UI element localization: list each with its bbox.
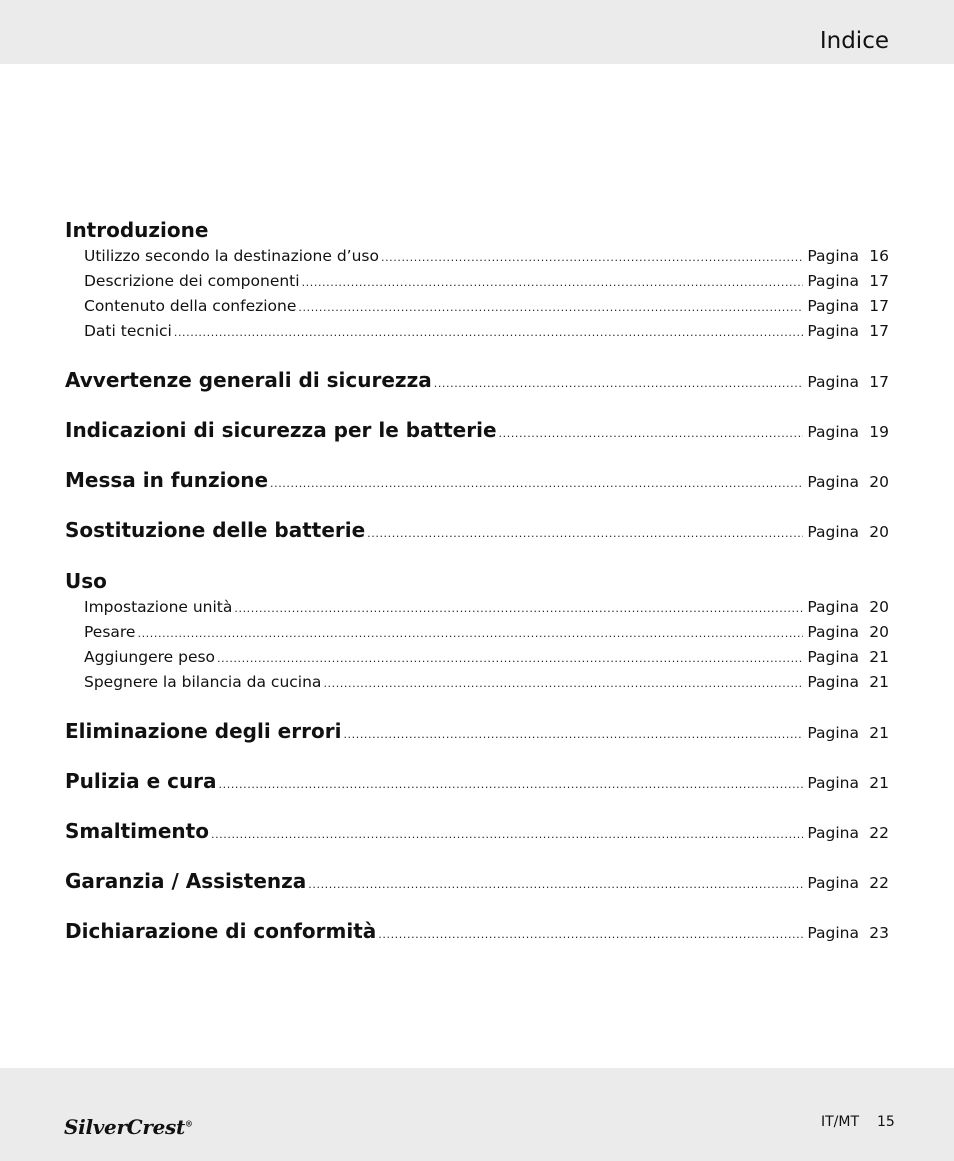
toc-entry-label: Utilizzo secondo la destinazione d’uso [84,247,379,265]
page-number: 23 [869,924,889,942]
dot-leader [174,326,804,339]
toc-entry[interactable] [84,623,889,641]
toc-entry-label: Aggiungere peso [84,648,216,666]
page-number: 21 [869,673,889,691]
toc-entry[interactable] [84,673,889,691]
toc-section-title: Indicazioni di sicurezza per le batterie [65,418,497,442]
dot-leader [378,928,803,941]
page-word: Pagina [807,724,859,742]
toc-heading-uso: Uso [65,569,107,593]
page-word: Pagina [807,373,859,391]
toc-section-batterie-sicurezza[interactable] [65,418,889,442]
toc-section-title: Dichiarazione di conformità [65,919,377,943]
dot-leader [270,477,803,490]
toc-entry[interactable] [84,648,889,666]
page-number: 16 [869,247,889,265]
dot-leader [302,276,804,289]
toc-section-avvertenze[interactable] [65,368,889,392]
page-number: 22 [869,824,889,842]
dot-leader [367,527,803,540]
toc-section-conformita[interactable] [65,919,889,943]
page-word: Pagina [807,247,859,265]
page-word: Pagina [807,824,859,842]
toc-section-title: Smaltimento [65,819,209,843]
header-band [0,0,954,64]
registered-mark: ® [184,1118,193,1129]
page-word: Pagina [807,322,859,340]
toc-section-title: Garanzia / Assistenza [65,869,307,893]
toc-heading-introduzione: Introduzione [65,218,209,242]
toc-section-title: Messa in funzione [65,468,269,492]
toc-section-title: Pulizia e cura [65,769,217,793]
toc-entry-label: Spegnere la bilancia da cucina [84,673,322,691]
toc-entry[interactable] [84,297,889,315]
toc-section-title: Eliminazione degli errori [65,719,342,743]
page-title: Indice [819,28,889,54]
toc-entry[interactable] [84,272,889,290]
toc-entry[interactable] [84,598,889,616]
dot-leader [434,377,804,390]
page-number: 21 [869,724,889,742]
dot-leader [219,778,804,791]
page-word: Pagina [807,297,859,315]
brand-name: SilverCrest [64,1115,185,1139]
page-word: Pagina [807,523,859,541]
page-number: 17 [869,322,889,340]
page-number: 22 [869,874,889,892]
brand-logo [64,1115,193,1139]
page-number: 20 [869,473,889,491]
footer-locale: IT/MT [821,1114,860,1130]
footer-page-number: 15 [877,1114,895,1130]
toc-entry-label: Descrizione dei componenti [84,272,300,290]
dot-leader [298,301,803,314]
page-number: 19 [869,423,889,441]
toc-entry[interactable] [84,247,889,265]
page-word: Pagina [807,623,859,641]
page-word: Pagina [807,473,859,491]
dot-leader [308,878,803,891]
dot-leader [211,828,803,841]
page-number: 17 [869,373,889,391]
dot-leader [343,728,803,741]
page-word: Pagina [807,673,859,691]
toc-section-messa-in-funzione[interactable] [65,468,889,492]
toc-section-smaltimento[interactable] [65,819,889,843]
page-number: 17 [869,297,889,315]
toc-section-title: Sostituzione delle batterie [65,518,366,542]
page-word: Pagina [807,874,859,892]
page-number: 20 [869,523,889,541]
page-number: 20 [869,598,889,616]
toc-section-pulizia-cura[interactable] [65,769,889,793]
dot-leader [323,677,803,690]
page-word: Pagina [807,648,859,666]
dot-leader [234,602,803,615]
page-number: 21 [869,774,889,792]
toc-entry-label: Impostazione unità [84,598,233,616]
page-word: Pagina [807,774,859,792]
toc-entry[interactable] [84,322,889,340]
toc-entry-label: Contenuto della confezione [84,297,297,315]
toc-entry-label: Pesare [84,623,136,641]
toc-section-eliminazione-errori[interactable] [65,719,889,743]
page-word: Pagina [807,924,859,942]
toc-section-title: Avvertenze generali di sicurezza [65,368,432,392]
toc-entry-label: Dati tecnici [84,322,172,340]
page-number: 21 [869,648,889,666]
dot-leader [217,652,803,665]
toc-section-garanzia[interactable] [65,869,889,893]
dot-leader [381,251,803,264]
page-number: 20 [869,623,889,641]
page-word: Pagina [807,423,859,441]
page-number: 17 [869,272,889,290]
dot-leader [137,627,803,640]
dot-leader [499,427,804,440]
page-word: Pagina [807,598,859,616]
page-word: Pagina [807,272,859,290]
toc-section-sostituzione-batterie[interactable] [65,518,889,542]
